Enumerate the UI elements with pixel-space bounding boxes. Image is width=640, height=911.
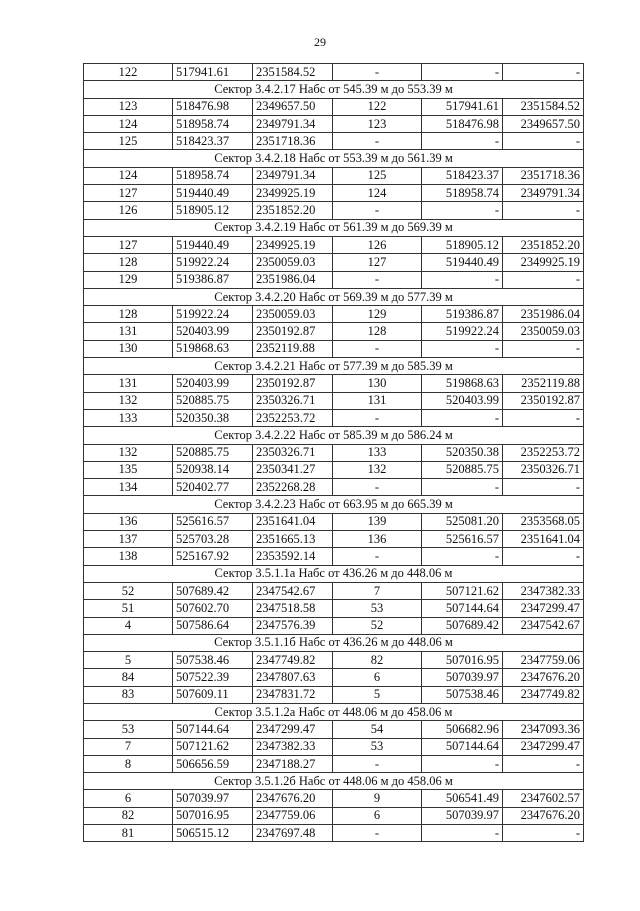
sector-header-row [84, 288, 584, 305]
sector-label: Сектор 3.4.2.18 Набс от 553.39 м до 561.39 м [84, 150, 584, 167]
x-coordinate: 507609.11 [173, 686, 253, 703]
neighbor-x-coordinate: 518905.12 [422, 236, 503, 253]
neighbor-point-number: 126 [333, 236, 422, 253]
sector-header-row [84, 565, 584, 582]
neighbor-x-coordinate: 507144.64 [422, 600, 503, 617]
point-number: 132 [84, 392, 173, 409]
sector-header-row [84, 81, 584, 98]
table-row [84, 721, 584, 738]
y-coordinate: 2347542.67 [253, 582, 333, 599]
table-row [84, 600, 584, 617]
x-coordinate: 520938.14 [173, 461, 253, 478]
neighbor-x-coordinate: 506682.96 [422, 721, 503, 738]
neighbor-point-number: 6 [333, 669, 422, 686]
point-number: 124 [84, 115, 173, 132]
y-coordinate: 2349791.34 [253, 167, 333, 184]
neighbor-y-coordinate: 2347749.82 [503, 686, 584, 703]
table-row [84, 444, 584, 461]
neighbor-x-coordinate: 520350.38 [422, 444, 503, 461]
neighbor-y-coordinate: - [503, 271, 584, 288]
neighbor-point-number: - [333, 548, 422, 565]
neighbor-y-coordinate: - [503, 825, 584, 842]
y-coordinate: 2347831.72 [253, 686, 333, 703]
point-number: 137 [84, 531, 173, 548]
sector-header-row [84, 496, 584, 513]
x-coordinate: 519922.24 [173, 306, 253, 323]
neighbor-x-coordinate: 507016.95 [422, 652, 503, 669]
sector-label: Сектор 3.5.1.2а Набс от 448.06 м до 458.06 м [84, 703, 584, 720]
y-coordinate: 2347676.20 [253, 790, 333, 807]
point-number: 123 [84, 98, 173, 115]
neighbor-y-coordinate: - [503, 409, 584, 426]
point-number: 136 [84, 513, 173, 530]
point-number: 134 [84, 479, 173, 496]
neighbor-x-coordinate: - [422, 479, 503, 496]
neighbor-x-coordinate: 518476.98 [422, 115, 503, 132]
x-coordinate: 507121.62 [173, 738, 253, 755]
x-coordinate: 519440.49 [173, 185, 253, 202]
neighbor-y-coordinate: - [503, 479, 584, 496]
sector-label: Сектор 3.4.2.17 Набс от 545.39 м до 553.39 м [84, 81, 584, 98]
y-coordinate: 2347188.27 [253, 755, 333, 772]
sector-header-row [84, 703, 584, 720]
y-coordinate: 2347518.58 [253, 600, 333, 617]
point-number: 52 [84, 582, 173, 599]
neighbor-x-coordinate: 525616.57 [422, 531, 503, 548]
neighbor-point-number: 9 [333, 790, 422, 807]
point-number: 127 [84, 236, 173, 253]
neighbor-point-number: 54 [333, 721, 422, 738]
y-coordinate: 2351665.13 [253, 531, 333, 548]
neighbor-x-coordinate: - [422, 548, 503, 565]
sector-header-row [84, 150, 584, 167]
table-row [84, 115, 584, 132]
y-coordinate: 2352268.28 [253, 479, 333, 496]
neighbor-y-coordinate: - [503, 202, 584, 219]
neighbor-y-coordinate: 2350059.03 [503, 323, 584, 340]
y-coordinate: 2347382.33 [253, 738, 333, 755]
neighbor-y-coordinate: 2347759.06 [503, 652, 584, 669]
neighbor-y-coordinate: 2350192.87 [503, 392, 584, 409]
y-coordinate: 2351718.36 [253, 133, 333, 150]
neighbor-point-number: - [333, 755, 422, 772]
point-number: 128 [84, 254, 173, 271]
neighbor-point-number: 129 [333, 306, 422, 323]
neighbor-x-coordinate: 519386.87 [422, 306, 503, 323]
neighbor-y-coordinate: 2352119.88 [503, 375, 584, 392]
sector-label: Сектор 3.4.2.21 Набс от 577.39 м до 585.39 м [84, 358, 584, 375]
table-row [84, 479, 584, 496]
sector-header-row [84, 773, 584, 790]
neighbor-point-number: - [333, 271, 422, 288]
y-coordinate: 2350341.27 [253, 461, 333, 478]
table-row [84, 738, 584, 755]
x-coordinate: 518905.12 [173, 202, 253, 219]
x-coordinate: 525616.57 [173, 513, 253, 530]
neighbor-point-number: 133 [333, 444, 422, 461]
x-coordinate: 518423.37 [173, 133, 253, 150]
neighbor-x-coordinate: 506541.49 [422, 790, 503, 807]
table-row [84, 306, 584, 323]
neighbor-y-coordinate: 2351718.36 [503, 167, 584, 184]
point-number: 51 [84, 600, 173, 617]
y-coordinate: 2353592.14 [253, 548, 333, 565]
point-number: 131 [84, 375, 173, 392]
neighbor-point-number: - [333, 202, 422, 219]
table-row [84, 669, 584, 686]
neighbor-x-coordinate: 507538.46 [422, 686, 503, 703]
neighbor-x-coordinate: 518423.37 [422, 167, 503, 184]
x-coordinate: 519386.87 [173, 271, 253, 288]
neighbor-x-coordinate: 507689.42 [422, 617, 503, 634]
table-row [84, 807, 584, 824]
sector-header-row [84, 427, 584, 444]
x-coordinate: 507538.46 [173, 652, 253, 669]
neighbor-y-coordinate: 2351584.52 [503, 98, 584, 115]
x-coordinate: 520885.75 [173, 392, 253, 409]
neighbor-point-number: - [333, 133, 422, 150]
point-number: 6 [84, 790, 173, 807]
y-coordinate: 2350192.87 [253, 323, 333, 340]
x-coordinate: 507039.97 [173, 790, 253, 807]
neighbor-y-coordinate: 2347676.20 [503, 669, 584, 686]
neighbor-x-coordinate: - [422, 755, 503, 772]
neighbor-point-number: 139 [333, 513, 422, 530]
table-row [84, 254, 584, 271]
x-coordinate: 520350.38 [173, 409, 253, 426]
point-number: 7 [84, 738, 173, 755]
x-coordinate: 520403.99 [173, 375, 253, 392]
neighbor-x-coordinate: - [422, 409, 503, 426]
table-row [84, 236, 584, 253]
table-row [84, 582, 584, 599]
neighbor-point-number: 7 [333, 582, 422, 599]
point-number: 122 [84, 64, 173, 81]
sector-label: Сектор 3.5.1.1а Набс от 436.26 м до 448.06 м [84, 565, 584, 582]
neighbor-point-number: - [333, 409, 422, 426]
x-coordinate: 520885.75 [173, 444, 253, 461]
point-number: 133 [84, 409, 173, 426]
neighbor-x-coordinate: 517941.61 [422, 98, 503, 115]
neighbor-point-number: - [333, 825, 422, 842]
y-coordinate: 2350059.03 [253, 254, 333, 271]
y-coordinate: 2350192.87 [253, 375, 333, 392]
y-coordinate: 2351852.20 [253, 202, 333, 219]
neighbor-y-coordinate: 2351986.04 [503, 306, 584, 323]
x-coordinate: 507689.42 [173, 582, 253, 599]
table-row [84, 375, 584, 392]
y-coordinate: 2351584.52 [253, 64, 333, 81]
table-row [84, 825, 584, 842]
point-number: 132 [84, 444, 173, 461]
neighbor-point-number: 122 [333, 98, 422, 115]
sector-label: Сектор 3.5.1.2б Набс от 448.06 м до 458.06 м [84, 773, 584, 790]
neighbor-point-number: - [333, 340, 422, 357]
table-row [84, 64, 584, 81]
neighbor-point-number: 127 [333, 254, 422, 271]
neighbor-x-coordinate: - [422, 271, 503, 288]
sector-label: Сектор 3.4.2.20 Набс от 569.39 м до 577.39 м [84, 288, 584, 305]
neighbor-point-number: 53 [333, 600, 422, 617]
point-number: 4 [84, 617, 173, 634]
x-coordinate: 507016.95 [173, 807, 253, 824]
neighbor-point-number: 82 [333, 652, 422, 669]
x-coordinate: 506515.12 [173, 825, 253, 842]
neighbor-x-coordinate: 520403.99 [422, 392, 503, 409]
neighbor-point-number: 124 [333, 185, 422, 202]
y-coordinate: 2352119.88 [253, 340, 333, 357]
table-row [84, 185, 584, 202]
table-row [84, 202, 584, 219]
x-coordinate: 518958.74 [173, 115, 253, 132]
neighbor-point-number: 52 [333, 617, 422, 634]
y-coordinate: 2349791.34 [253, 115, 333, 132]
neighbor-y-coordinate: 2347676.20 [503, 807, 584, 824]
table-row [84, 513, 584, 530]
neighbor-y-coordinate: 2352253.72 [503, 444, 584, 461]
y-coordinate: 2347807.63 [253, 669, 333, 686]
neighbor-x-coordinate: - [422, 202, 503, 219]
point-number: 8 [84, 755, 173, 772]
y-coordinate: 2349925.19 [253, 185, 333, 202]
y-coordinate: 2349657.50 [253, 98, 333, 115]
x-coordinate: 525703.28 [173, 531, 253, 548]
neighbor-x-coordinate: 520885.75 [422, 461, 503, 478]
point-number: 135 [84, 461, 173, 478]
table-row [84, 392, 584, 409]
neighbor-x-coordinate: 519922.24 [422, 323, 503, 340]
neighbor-y-coordinate: 2347602.57 [503, 790, 584, 807]
neighbor-y-coordinate: 2349791.34 [503, 185, 584, 202]
table-row [84, 686, 584, 703]
neighbor-x-coordinate: - [422, 825, 503, 842]
neighbor-y-coordinate: - [503, 548, 584, 565]
x-coordinate: 520402.77 [173, 479, 253, 496]
neighbor-y-coordinate: - [503, 64, 584, 81]
sector-label: Сектор 3.5.1.1б Набс от 436.26 м до 448.06 м [84, 634, 584, 651]
table-row [84, 98, 584, 115]
y-coordinate: 2347749.82 [253, 652, 333, 669]
point-number: 138 [84, 548, 173, 565]
neighbor-point-number: 131 [333, 392, 422, 409]
table-row [84, 531, 584, 548]
y-coordinate: 2351641.04 [253, 513, 333, 530]
sector-header-row [84, 634, 584, 651]
x-coordinate: 507602.70 [173, 600, 253, 617]
table-row [84, 652, 584, 669]
table-row [84, 323, 584, 340]
table-row [84, 617, 584, 634]
point-number: 53 [84, 721, 173, 738]
neighbor-point-number: 132 [333, 461, 422, 478]
x-coordinate: 506656.59 [173, 755, 253, 772]
table-row [84, 340, 584, 357]
point-number: 126 [84, 202, 173, 219]
y-coordinate: 2350059.03 [253, 306, 333, 323]
sector-label: Сектор 3.4.2.22 Набс от 585.39 м до 586.24 м [84, 427, 584, 444]
coordinates-table-body [84, 64, 584, 842]
neighbor-x-coordinate: 507144.64 [422, 738, 503, 755]
point-number: 5 [84, 652, 173, 669]
y-coordinate: 2351986.04 [253, 271, 333, 288]
x-coordinate: 507144.64 [173, 721, 253, 738]
point-number: 81 [84, 825, 173, 842]
sector-label: Сектор 3.4.2.23 Набс от 663.95 м до 665.39 м [84, 496, 584, 513]
neighbor-point-number: - [333, 64, 422, 81]
sector-header-row [84, 219, 584, 236]
neighbor-y-coordinate: 2349925.19 [503, 254, 584, 271]
y-coordinate: 2350326.71 [253, 444, 333, 461]
point-number: 129 [84, 271, 173, 288]
point-number: 124 [84, 167, 173, 184]
table-row [84, 755, 584, 772]
table-row [84, 271, 584, 288]
x-coordinate: 518476.98 [173, 98, 253, 115]
y-coordinate: 2350326.71 [253, 392, 333, 409]
neighbor-y-coordinate: 2347093.36 [503, 721, 584, 738]
neighbor-x-coordinate: 507039.97 [422, 807, 503, 824]
neighbor-y-coordinate: 2351852.20 [503, 236, 584, 253]
x-coordinate: 519440.49 [173, 236, 253, 253]
neighbor-y-coordinate: 2347542.67 [503, 617, 584, 634]
point-number: 83 [84, 686, 173, 703]
neighbor-y-coordinate: 2349657.50 [503, 115, 584, 132]
neighbor-y-coordinate: - [503, 755, 584, 772]
neighbor-y-coordinate: 2351641.04 [503, 531, 584, 548]
neighbor-point-number: 6 [333, 807, 422, 824]
table-row [84, 548, 584, 565]
table-row [84, 167, 584, 184]
point-number: 82 [84, 807, 173, 824]
y-coordinate: 2347697.48 [253, 825, 333, 842]
neighbor-point-number: 130 [333, 375, 422, 392]
neighbor-x-coordinate: - [422, 133, 503, 150]
x-coordinate: 520403.99 [173, 323, 253, 340]
sector-header-row [84, 358, 584, 375]
neighbor-point-number: 123 [333, 115, 422, 132]
neighbor-y-coordinate: 2347382.33 [503, 582, 584, 599]
neighbor-y-coordinate: 2347299.47 [503, 600, 584, 617]
neighbor-x-coordinate: - [422, 340, 503, 357]
neighbor-x-coordinate: 507039.97 [422, 669, 503, 686]
x-coordinate: 517941.61 [173, 64, 253, 81]
neighbor-y-coordinate: 2353568.05 [503, 513, 584, 530]
point-number: 128 [84, 306, 173, 323]
page-number: 29 [314, 35, 326, 49]
neighbor-x-coordinate: - [422, 64, 503, 81]
neighbor-point-number: 136 [333, 531, 422, 548]
x-coordinate: 507522.39 [173, 669, 253, 686]
neighbor-point-number: - [333, 479, 422, 496]
x-coordinate: 525167.92 [173, 548, 253, 565]
y-coordinate: 2349925.19 [253, 236, 333, 253]
neighbor-point-number: 53 [333, 738, 422, 755]
y-coordinate: 2352253.72 [253, 409, 333, 426]
x-coordinate: 507586.64 [173, 617, 253, 634]
neighbor-y-coordinate: 2350326.71 [503, 461, 584, 478]
x-coordinate: 519868.63 [173, 340, 253, 357]
y-coordinate: 2347576.39 [253, 617, 333, 634]
neighbor-point-number: 5 [333, 686, 422, 703]
neighbor-y-coordinate: - [503, 340, 584, 357]
point-number: 131 [84, 323, 173, 340]
neighbor-point-number: 128 [333, 323, 422, 340]
sector-label: Сектор 3.4.2.19 Набс от 561.39 м до 569.39 м [84, 219, 584, 236]
point-number: 127 [84, 185, 173, 202]
point-number: 130 [84, 340, 173, 357]
neighbor-x-coordinate: 519440.49 [422, 254, 503, 271]
neighbor-x-coordinate: 507121.62 [422, 582, 503, 599]
y-coordinate: 2347299.47 [253, 721, 333, 738]
neighbor-x-coordinate: 525081.20 [422, 513, 503, 530]
table-row [84, 409, 584, 426]
neighbor-x-coordinate: 518958.74 [422, 185, 503, 202]
table-row [84, 790, 584, 807]
point-number: 84 [84, 669, 173, 686]
point-number: 125 [84, 133, 173, 150]
coordinates-table [83, 63, 584, 842]
neighbor-point-number: 125 [333, 167, 422, 184]
neighbor-x-coordinate: 519868.63 [422, 375, 503, 392]
x-coordinate: 518958.74 [173, 167, 253, 184]
table-row [84, 133, 584, 150]
y-coordinate: 2347759.06 [253, 807, 333, 824]
x-coordinate: 519922.24 [173, 254, 253, 271]
neighbor-y-coordinate: 2347299.47 [503, 738, 584, 755]
neighbor-y-coordinate: - [503, 133, 584, 150]
table-row [84, 461, 584, 478]
